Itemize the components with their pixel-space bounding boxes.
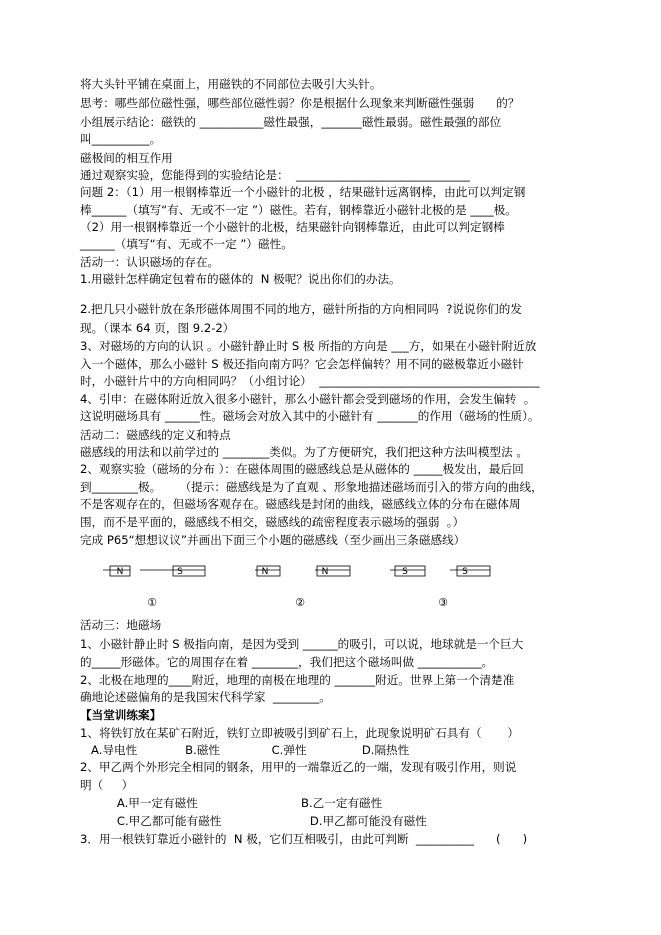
text-line: 2.把几只小磁针放在条形磁体周围不同的地方，磁针所指的方向相同吗 ?说说你们的发 bbox=[80, 302, 522, 316]
text-line: 棒______（填写“有、无或不一定 ”）磁性。若有，钢棒靠近小磁针北极的是 ____极。 bbox=[80, 203, 517, 217]
text-line: 到________极。 （提示：磁感线是为了直观 、形象地描述磁场而引入的带方向的曲线， bbox=[80, 480, 543, 494]
question-line: 2、甲乙两个外形完全相同的钢条，用甲的一端靠近乙的一端，发现有吸引作用，则说 bbox=[80, 760, 517, 774]
practice-heading: 【当堂训练案】 bbox=[80, 708, 162, 722]
magnet-pole-n: N bbox=[321, 567, 329, 577]
text-line: 1、小磁针静止时 S 极指向南，是因为受到 ______的吸引，可以说，地球就是一个巨大 bbox=[80, 637, 524, 651]
text-line: 磁感线的用法和以前学过的 ________类似。为了方便研究，我们把这种方法叫模型法 。 bbox=[80, 445, 528, 459]
text-line: 将大头针平铺在桌面上，用磁铁的不同部位去吸引大头针。 bbox=[80, 77, 382, 91]
text-line: （2）用一根钢棒靠近一个小磁针的北极，结果磁针向钢棒靠近，由此可以判定钢棒 bbox=[80, 220, 505, 234]
text-line: ______（填写“有、无或不一定 ”）磁性。 bbox=[80, 237, 293, 251]
text-line: 1.用磁针怎样确定包着布的磁体的 N 极呢？说出你们的办法。 bbox=[80, 272, 401, 286]
text-line: 确地论述磁偏角的是我国宋代科学家 ________。 bbox=[80, 690, 331, 704]
options-line: A.甲一定有磁性 B.乙一定有磁性 bbox=[80, 796, 383, 810]
figure-number: ① bbox=[147, 596, 157, 609]
text-line: 围，而不是平面的，磁感线不相交，磁感线的疏密程度表示磁场的强弱 。） bbox=[80, 515, 465, 529]
text-line: 入一个磁体，那么小磁针 S 极还指向南方吗？它会怎样偏转？用不同的磁极靠近小磁针 bbox=[80, 357, 524, 371]
figure-number: ③ bbox=[438, 596, 448, 609]
magnet-figure bbox=[95, 560, 515, 610]
figure-number: ② bbox=[295, 596, 305, 609]
text-line: 的_____形磁体。它的周围存在着 ________，我们把这个磁场叫做 ___________。 bbox=[80, 655, 494, 669]
figure-3 bbox=[390, 566, 490, 609]
text-line: 通过观察实验，您能得到的实验结论是： ______________________________ bbox=[80, 168, 470, 182]
magnet-pole-s: S bbox=[177, 567, 183, 577]
text-line: 这说明磁场具有 ______性。磁场会对放入其中的小磁针有 _______的作用（磁场的性质）。 bbox=[80, 409, 540, 423]
activity-heading: 活动三：地磁场 bbox=[80, 618, 162, 632]
magnet-pole-n: N bbox=[261, 567, 269, 577]
figure-1 bbox=[103, 564, 205, 609]
text-line: 问题 2：（1）用一根钢棒靠近一个小磁针的北极 ，结果磁针远离钢棒，由此可以判定钢 bbox=[80, 185, 526, 199]
activity-heading: 活动一：认识磁场的存在。 bbox=[80, 255, 220, 269]
text-line: 4、引申：在磁体附近放入很多小磁针，那么小磁针都会受到磁场的作用，会发生偏转 。 bbox=[80, 392, 536, 406]
options-line: A.导电性 B.磁性 C.弹性 D.隔热性 bbox=[80, 743, 410, 757]
text-line: 叫__________。 bbox=[80, 132, 162, 146]
text-line: 时，小磁针片中的方向相同吗？（小组讨论） ______________________________________ bbox=[80, 374, 540, 388]
options-line: C.甲乙都可能有磁性 D.甲乙都可能没有磁性 bbox=[80, 814, 427, 828]
text-line: 小组展示结论：磁铁的 ___________磁性最强，_______磁性最弱。磁性最强的部位 bbox=[80, 115, 502, 129]
text-line: 3、对磁场的方向的认识 。小磁针静止时 S 极 所指的方向是 ___方，如果在小磁针附近放 bbox=[80, 339, 537, 353]
text-line: 现。（课本 64 页，图 9.2-2） bbox=[80, 321, 235, 335]
section-heading: 磁极间的相互作用 bbox=[80, 151, 173, 165]
text-line: 2、北极在地理的____附近，地理的南极在地理的 _______附近。世界上第一个清楚准 bbox=[80, 673, 515, 687]
text-line: 不是客观存在的，但磁场客观存在。磁感线是封闭的曲线，磁感线立体的分布在磁体周 bbox=[80, 497, 521, 511]
activity-heading: 活动二：磁感线的定义和特点 bbox=[80, 428, 231, 442]
text-line: 思考：哪些部位磁性强，哪些部位磁性弱？你是根据什么现象来判断磁性强弱 的？ bbox=[80, 96, 520, 110]
magnet-pole-s: S bbox=[402, 567, 408, 577]
text-line: 2、观察实验（磁场的分布 ）：在磁体周围的磁感线总是从磁体的 _____极发出，最后回 bbox=[80, 462, 524, 476]
magnet-pole-s: S bbox=[462, 567, 468, 577]
question-line: 1、将铁钉放在某矿石附近，铁钉立即被吸引到矿石上，此现象说明矿石具有（ ） bbox=[80, 726, 519, 740]
figure-2 bbox=[255, 566, 350, 609]
question-line: 3．用一根铁钉靠近小磁针的 N 极，它们互相吸引，由此可判断 __________ ( ) bbox=[80, 832, 528, 846]
magnet-pole-n: N bbox=[116, 567, 124, 577]
text-line: 完成 P65“想想议议”并画出下面三个小题的磁感线（至少画出三条磁感线） bbox=[80, 533, 466, 547]
question-line: 明（ ） bbox=[80, 778, 134, 792]
